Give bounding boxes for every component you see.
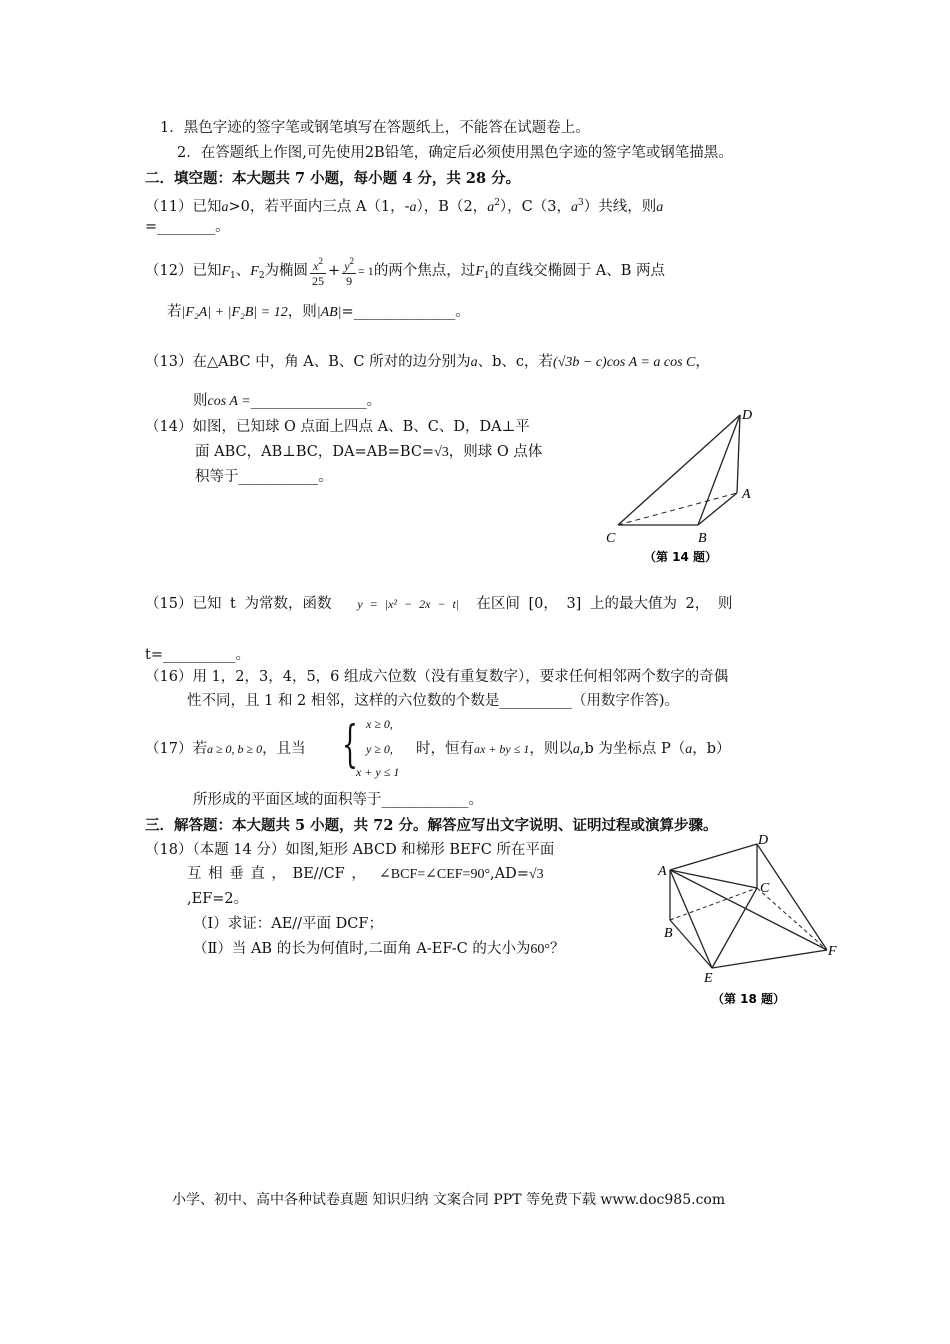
label-D: D (758, 833, 769, 848)
section-2-heading: 二．填空题：本大题共 7 小题，每小题 4 分，共 28 分。 (145, 170, 521, 187)
question-14-line2: 面 ABC，AB⊥BC，DA=AB=BC=√3，则球 O 点体 (195, 444, 543, 460)
fraction-y2-9: $\frac{y^2}{9}$ (344, 256, 355, 288)
edge-AF (670, 870, 827, 950)
question-16-line1: （16）用 1，2，3，4，5，6 组成六位数（没有重复数字），要求任何相邻两个数字的奇偶 (145, 669, 729, 685)
fraction-x2-25: $\frac{x^2}{25}$ (312, 256, 325, 288)
label-B: B (698, 531, 707, 546)
question-17-line2: 所形成的平面区域的面积等于____________。 (193, 792, 483, 808)
question-11: （11）已知a>0，若平面内三点 A（1，-a），B（2，$a^2$），C（3，$a^3$）共线，则a (145, 198, 664, 215)
figure-14-tetrahedron (600, 405, 770, 575)
label-C: C (606, 531, 616, 546)
question-18-line2: 互 相 垂 直 ， BE//CF ， ∠BCF=∠CEF=90°,AD=√3 (187, 866, 544, 882)
label-A: A (742, 487, 751, 502)
system-brace: { (342, 715, 358, 773)
question-15-answer: t=__________。 (145, 647, 250, 663)
edge-AD (670, 844, 757, 870)
question-17-end: 时，恒有ax + by ≤ 1，则以a,b 为坐标点 P（a，b） (416, 741, 731, 757)
question-17-start: （17）若a ≥ 0, b ≥ 0，且当 (145, 741, 306, 757)
question-15: （15）已知 t 为常数，函数 y = |x² − 2x − t| 在区间 [0， 3] 上的最大值为 2， 则 (145, 596, 733, 612)
edge-DA (737, 415, 740, 493)
figure-14-caption: （第 14 题） (644, 550, 718, 564)
question-18-part1: （Ⅰ）求证：AE//平面 DCF； (193, 916, 383, 932)
question-18-line1: （18）（本题 14 分）如图,矩形 ABCD 和梯形 BEFC 所在平面 (145, 842, 555, 858)
question-14-line1: （14）如图，已知球 O 点面上四点 A、B、C、D，DA⊥平 (145, 419, 530, 435)
edge-AE (670, 870, 712, 968)
condition-3: x + y ≤ 1 (356, 765, 400, 779)
label-D: D (742, 408, 753, 423)
question-12: （12）已知$F_1$、$F_2$为椭圆 $\frac{x^2}{25}$ + $\frac{y^2}{9}$ = 1的两个焦点，过$F_1$的直线交椭圆于 A、B 两点 (145, 256, 665, 288)
edge-BE (670, 920, 712, 968)
condition-2: y ≥ 0, (366, 742, 393, 756)
label-F: F (828, 944, 837, 959)
note-1: 1．黑色字迹的签字笔或钢笔填写在答题纸上，不能答在试题卷上。 (160, 120, 590, 136)
label-A: A (658, 864, 667, 879)
question-13-line2: 则cos A =________________。 (193, 393, 382, 409)
question-18-line3: ,EF=2。 (187, 891, 249, 907)
edge-DF (757, 844, 827, 950)
edge-CE (712, 888, 757, 968)
label-C: C (760, 881, 770, 896)
condition-1: x ≥ 0, (366, 717, 393, 731)
label-E: E (704, 971, 713, 986)
question-18-part2: （Ⅱ）当 AB 的长为何值时,二面角 A-EF-C 的大小为60°？ (193, 941, 565, 957)
edge-EF (712, 950, 827, 968)
figure-18-solid (652, 830, 847, 1010)
page-footer: 小学、初中、高中各种试卷真题 知识归纳 文案合同 PPT 等免费下载 www.doc985.com (172, 1192, 726, 1208)
question-12-line2: 若|F₂A| + |F₂B| = 12，则|AB|=______________。 (167, 304, 470, 320)
question-14-line3: 积等于___________。 (195, 469, 333, 485)
figure-18-caption: （第 18 题） (712, 992, 786, 1006)
question-16-line2: 性不同，且 1 和 2 相邻，这样的六位数的个数是__________（用数字作答)。 (187, 693, 680, 709)
edge-AC (670, 870, 757, 888)
section-3-heading: 三．解答题：本大题共 5 小题，共 72 分。解答应写出文字说明、证明过程或演算步骤。 (145, 817, 718, 834)
note-2: 2．在答题纸上作图,可先使用2B铅笔，确定后必须使用黑色字迹的签字笔或钢笔描黑。 (177, 145, 733, 161)
question-13: （13）在△ABC 中，角 A、B、C 所对的边分别为a、b、c，若(√3b − c)cos A = a cos C， (145, 354, 710, 370)
question-11-answer: =________。 (145, 219, 230, 235)
label-B: B (664, 926, 673, 941)
